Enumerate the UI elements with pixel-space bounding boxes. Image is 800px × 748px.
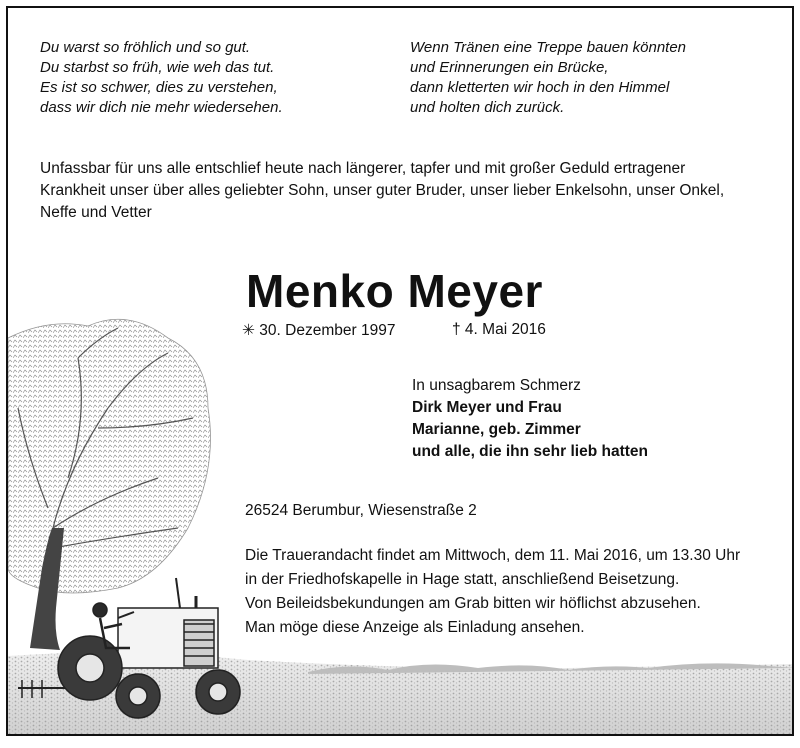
poem-left-line: dass wir dich nie mehr wiedersehen. xyxy=(40,99,283,116)
intro-text xyxy=(40,158,780,224)
poem-left xyxy=(40,38,283,118)
mourner-name: Marianne, geb. Zimmer xyxy=(412,421,581,438)
service-line: Man möge diese Anzeige als Einladung ansehen. xyxy=(245,619,585,636)
mourner-name: Dirk Meyer und Frau xyxy=(412,399,562,416)
service-info xyxy=(245,545,785,641)
birth-date: ✳ 30. Dezember 1997 xyxy=(242,322,396,339)
poem-left-line: Du warst so fröhlich und so gut. xyxy=(40,39,251,56)
mourner-name: und alle, die ihn sehr lieb hatten xyxy=(412,443,648,460)
address: 26524 Berumbur, Wiesenstraße 2 xyxy=(245,502,477,519)
mourners-heading: In unsagbarem Schmerz xyxy=(412,377,581,394)
service-line: Von Beileidsbekundungen am Grab bitten wir höflichst abzusehen. xyxy=(245,595,701,612)
death-date: † 4. Mai 2016 xyxy=(452,321,546,338)
poem-left-line: Du starbst so früh, wie weh das tut. xyxy=(40,59,275,76)
poem-right-line: dann kletterten wir hoch in den Himmel xyxy=(410,79,670,96)
poem-right-line: und holten dich zurück. xyxy=(410,99,565,116)
poem-right xyxy=(410,38,686,118)
poem-right-line: und Erinnerungen ein Brücke, xyxy=(410,59,609,76)
poem-left-line: Es ist so schwer, dies zu verstehen, xyxy=(40,79,278,96)
intro-line: Neffe und Vetter xyxy=(40,204,152,221)
intro-line: Unfassbar für uns alle entschlief heute nach längerer, tapfer und mit großer Geduld ertragener xyxy=(40,160,686,177)
deceased-name: Menko Meyer xyxy=(246,265,543,317)
tree-icon xyxy=(8,319,211,650)
mourners xyxy=(412,375,648,463)
service-line: in der Friedhofskapelle in Hage statt, anschließend Beisetzung. xyxy=(245,571,680,588)
poem-right-line: Wenn Tränen eine Treppe bauen könnten xyxy=(410,39,687,56)
obituary-notice xyxy=(6,6,794,736)
service-line: Die Trauerandacht findet am Mittwoch, dem 11. Mai 2016, um 13.30 Uhr xyxy=(245,547,741,564)
intro-line: Krankheit unser über alles geliebter Sohn, unser guter Bruder, unser lieber Enkelsohn, unser Onkel, xyxy=(40,182,725,199)
